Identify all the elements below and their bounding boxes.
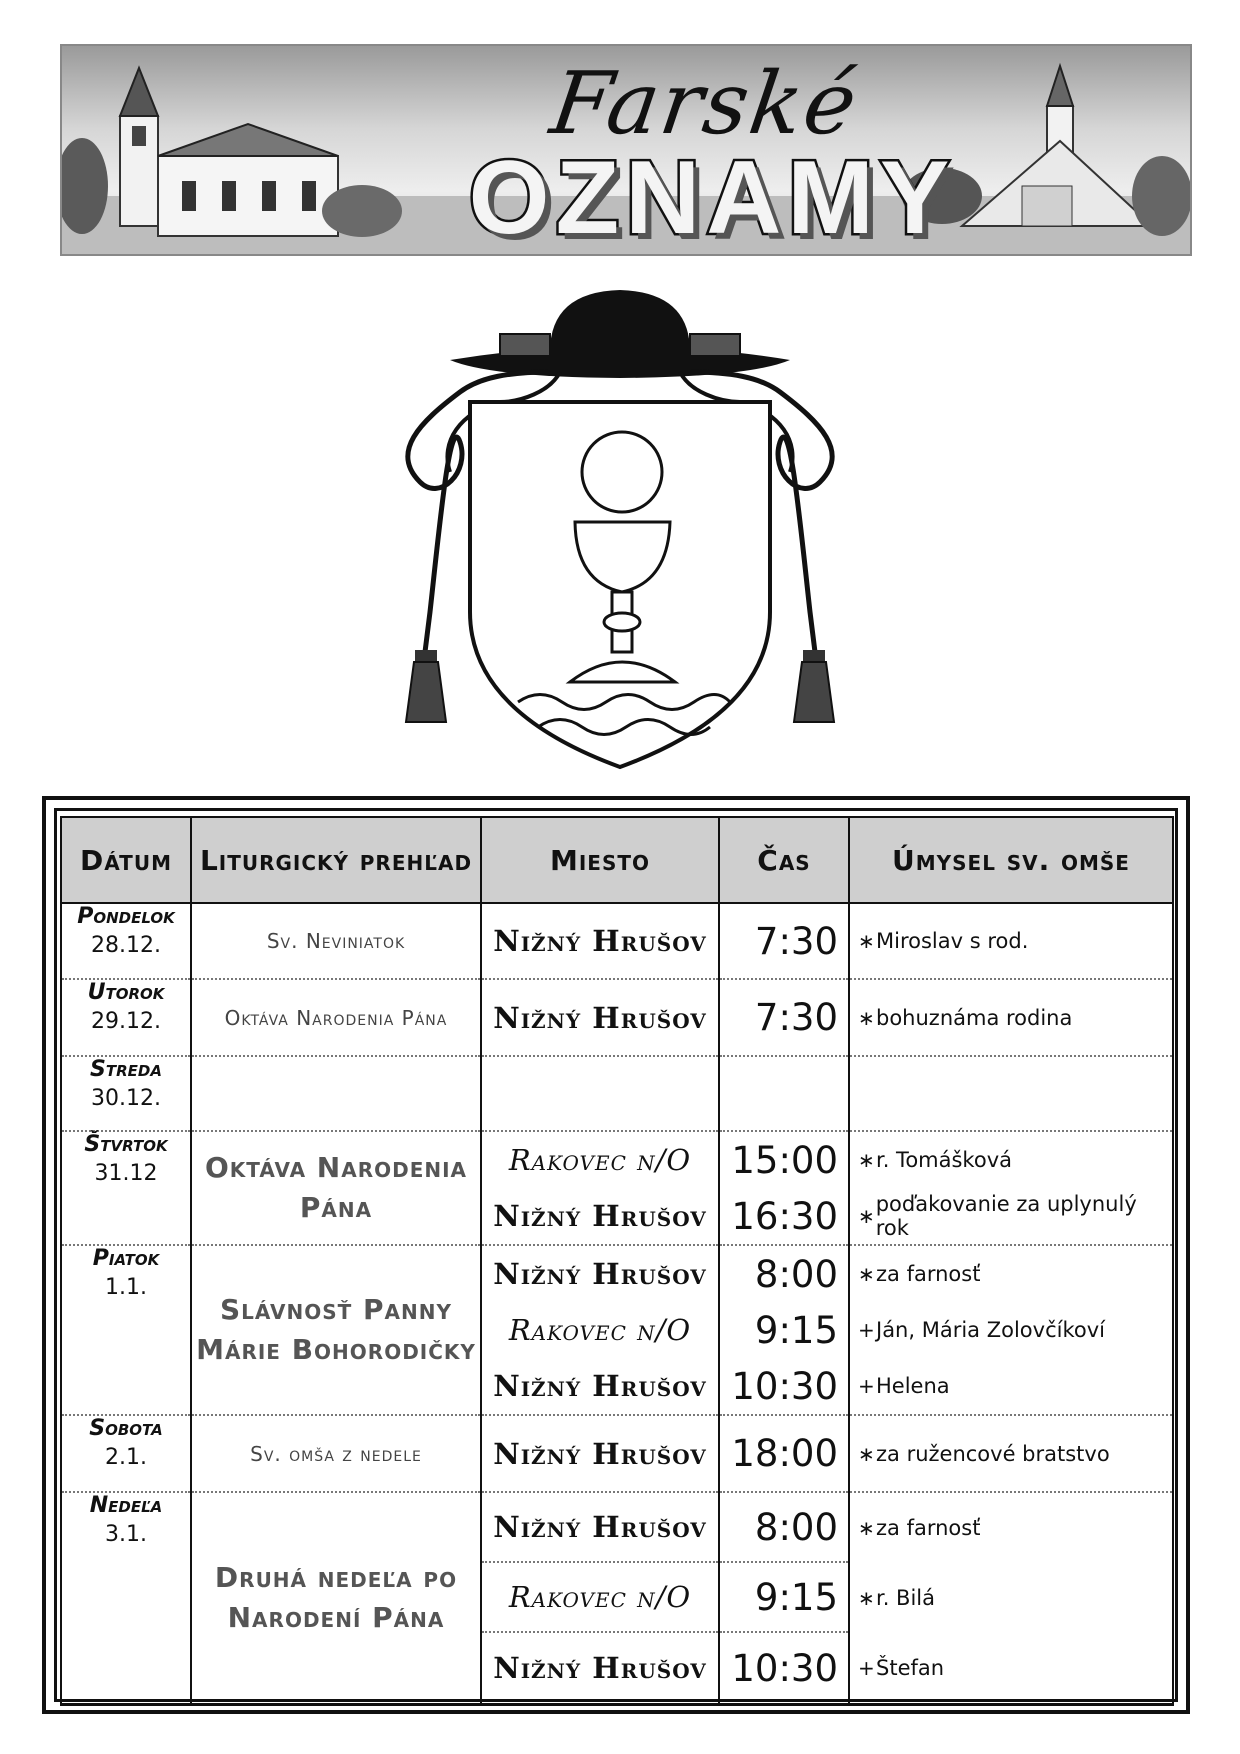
intention-marker: + xyxy=(858,1318,875,1342)
place-cell: Nižný Hrušov xyxy=(493,1436,707,1471)
liturgy-cell: Sv. Neviniatok xyxy=(191,903,481,979)
time-cell: 7:30 xyxy=(754,996,838,1039)
table-row xyxy=(61,1245,1173,1415)
header-time: Čas xyxy=(719,817,849,903)
header-banner xyxy=(60,44,1192,256)
place-cell: Nižný Hrušov xyxy=(493,1369,707,1403)
liturgy-cell: Oktáva Narodenia Pána xyxy=(191,979,481,1056)
table-row xyxy=(61,979,1173,1056)
intention-text: r. Tomášková xyxy=(876,1148,1012,1172)
day-name: Utorok xyxy=(87,980,165,1005)
intention-cell xyxy=(850,1302,1172,1358)
header-place: Miesto xyxy=(481,817,719,903)
time-cell: 9:15 xyxy=(720,1563,848,1633)
intention-text: za farnosť xyxy=(876,1516,981,1540)
day-cell xyxy=(61,979,191,1056)
time-cell xyxy=(719,1056,849,1131)
header-date: Dátum xyxy=(61,817,191,903)
intention-cell xyxy=(850,1493,1172,1563)
liturgy-cell: Sv. omša z nedele xyxy=(191,1415,481,1492)
intention-text: za ružencové bratstvo xyxy=(876,1441,1110,1466)
day-cell xyxy=(61,1056,191,1131)
banner-script-title: Farské xyxy=(544,54,865,154)
intention-cell xyxy=(850,1132,1172,1188)
day-date: 31.12 xyxy=(94,1161,158,1186)
day-name: Piatok xyxy=(92,1246,160,1271)
place-cell: Nižný Hrušov xyxy=(493,924,707,958)
time-cell: 18:00 xyxy=(731,1432,838,1475)
day-date: 28.12. xyxy=(91,933,161,958)
table-header-row xyxy=(61,817,1173,903)
intention-cell xyxy=(850,904,1172,978)
intention-marker: ∗ xyxy=(858,929,875,953)
time-cell: 16:30 xyxy=(731,1194,838,1238)
intention-marker: + xyxy=(858,1656,875,1680)
header-liturgy: Liturgický prehľad xyxy=(191,817,481,903)
intention-cell xyxy=(850,1633,1172,1703)
intention-text: Ján, Mária Zolovčíkoví xyxy=(876,1318,1105,1342)
intention-text: bohuznáma rodina xyxy=(876,1005,1073,1030)
header-intention: Úmysel sv. omše xyxy=(849,817,1173,903)
intention-text: Helena xyxy=(876,1374,950,1398)
day-cell xyxy=(61,1131,191,1245)
place-cell xyxy=(481,1056,719,1131)
liturgy-cell: Slávnosť Panny Márie Bohorodičky xyxy=(191,1245,481,1415)
day-date: 2.1. xyxy=(105,1445,147,1470)
time-cell: 7:30 xyxy=(754,919,838,963)
place-cell: Nižný Hrušov xyxy=(493,1000,707,1035)
table-row xyxy=(61,1415,1173,1492)
intention-cell xyxy=(850,1416,1172,1491)
place-cell: Nižný Hrušov xyxy=(493,1257,707,1291)
intention-marker: ∗ xyxy=(858,1005,875,1030)
mass-schedule-table xyxy=(60,816,1174,1706)
day-name: Nedeľa xyxy=(89,1493,163,1518)
day-cell xyxy=(61,1245,191,1415)
intention-cell xyxy=(850,1358,1172,1414)
day-date: 30.12. xyxy=(91,1086,161,1111)
liturgy-cell: Druhá nedeľa po Narodení Pána xyxy=(191,1492,481,1705)
day-name: Pondelok xyxy=(77,904,175,929)
time-cell: 9:15 xyxy=(754,1308,838,1352)
intention-marker: ∗ xyxy=(858,1204,875,1228)
left-tassel-icon xyxy=(406,650,446,722)
intention-cell xyxy=(849,1056,1173,1131)
time-cell: 8:00 xyxy=(720,1493,848,1563)
coat-of-arms-icon xyxy=(400,282,840,772)
intention-text: za farnosť xyxy=(876,1262,981,1286)
intention-cell xyxy=(850,1188,1172,1244)
intention-marker: ∗ xyxy=(858,1262,875,1286)
liturgy-cell: Oktáva Narodenia Pána xyxy=(191,1131,481,1245)
table-row xyxy=(61,1492,1173,1705)
intention-text: Miroslav s rod. xyxy=(876,929,1029,953)
right-tassel-icon xyxy=(794,650,834,722)
intention-cell xyxy=(850,980,1172,1055)
table-row xyxy=(61,1131,1173,1245)
place-cell: Rakovec n/O xyxy=(482,1563,718,1633)
day-cell xyxy=(61,1492,191,1705)
time-cell: 8:00 xyxy=(754,1252,838,1296)
day-cell xyxy=(61,903,191,979)
time-cell: 10:30 xyxy=(731,1646,838,1690)
intention-cell xyxy=(850,1563,1172,1633)
place-cell: Rakovec n/O xyxy=(508,1313,692,1347)
day-date: 3.1. xyxy=(105,1522,147,1547)
intention-text: r. Bilá xyxy=(876,1586,936,1610)
day-date: 1.1. xyxy=(105,1275,147,1300)
place-cell: Nižný Hrušov xyxy=(493,1651,707,1685)
intention-cell xyxy=(850,1246,1172,1302)
day-cell xyxy=(61,1415,191,1492)
day-date: 29.12. xyxy=(91,1009,161,1034)
table-row xyxy=(61,903,1173,979)
intention-marker: ∗ xyxy=(858,1586,875,1610)
day-name: Streda xyxy=(90,1057,162,1082)
place-cell: Nižný Hrušov xyxy=(493,1199,707,1233)
intention-marker: + xyxy=(858,1374,875,1398)
intention-text: poďakovanie za uplynulý rok xyxy=(875,1192,1137,1240)
place-cell: Nižný Hrušov xyxy=(482,1493,718,1563)
liturgy-cell xyxy=(191,1056,481,1131)
time-cell: 10:30 xyxy=(731,1364,838,1408)
intention-text: Štefan xyxy=(876,1656,945,1680)
place-cell: Rakovec n/O xyxy=(508,1143,692,1177)
day-name: Štvrtok xyxy=(84,1132,168,1157)
intention-marker: ∗ xyxy=(858,1516,875,1540)
intention-marker: ∗ xyxy=(858,1441,875,1466)
intention-marker: ∗ xyxy=(858,1148,875,1172)
banner-main-title: OZNAMY xyxy=(468,140,956,256)
table-row xyxy=(61,1056,1173,1131)
time-cell: 15:00 xyxy=(731,1138,838,1182)
day-name: Sobota xyxy=(89,1416,163,1441)
